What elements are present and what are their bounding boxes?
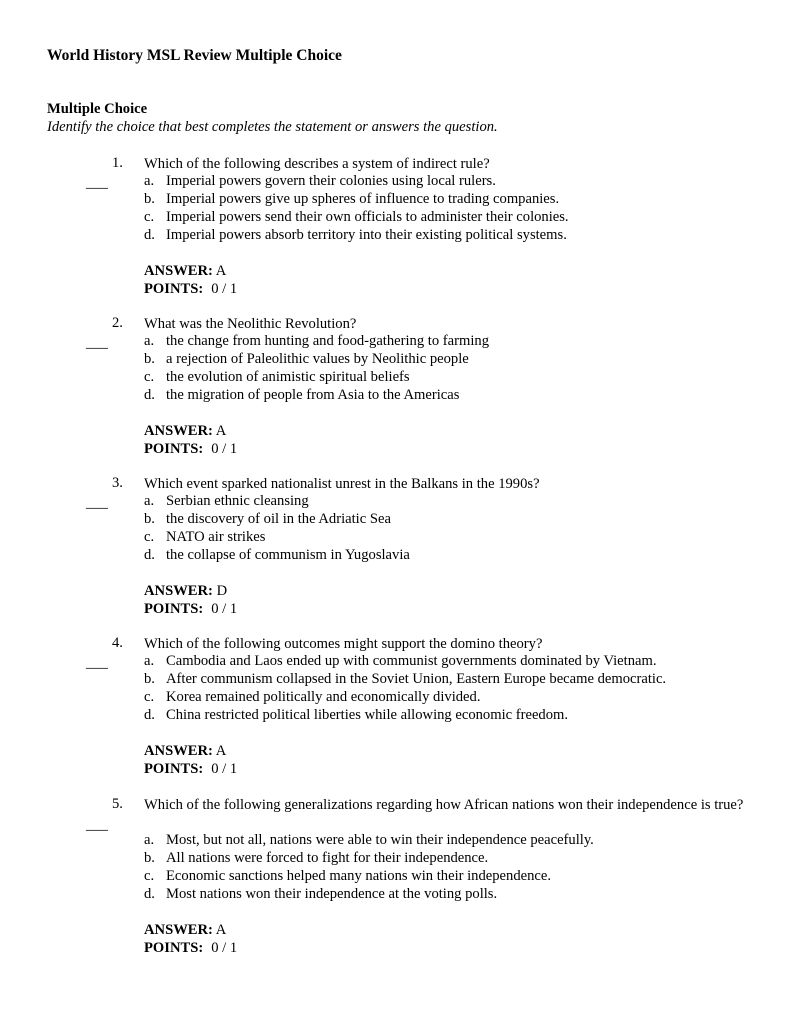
points-label: POINTS: [144, 441, 204, 457]
points-line [144, 601, 237, 618]
choice-letter: d. [144, 387, 155, 403]
choice-letter: d. [144, 886, 155, 902]
points-label: POINTS: [144, 281, 204, 297]
points-line [144, 441, 237, 458]
answer-blank: ___ [86, 335, 108, 351]
choice-letter: b. [144, 850, 155, 866]
answer-label: ANSWER: [144, 583, 213, 599]
question-item [0, 796, 791, 966]
question-number: 3. [112, 475, 123, 491]
points-value: 0 / 1 [211, 281, 238, 297]
question-item [0, 315, 791, 485]
choice-letter: b. [144, 671, 155, 687]
choice-text: Cambodia and Laos ended up with communist governments dominated by Vietnam. [166, 653, 657, 669]
instructions: Identify the choice that best completes the statement or answers the question. [47, 119, 498, 135]
choice-text: Imperial powers absorb territory into their existing political systems. [166, 227, 567, 243]
choice-letter: a. [144, 333, 155, 349]
answer-blank: ___ [86, 175, 108, 191]
choice-text: Economic sanctions helped many nations win their independence. [166, 868, 552, 884]
choice-text: After communism collapsed in the Soviet Union, Eastern Europe became democratic. [166, 671, 667, 687]
choice-letter: b. [144, 351, 155, 367]
answer-blank: ___ [86, 655, 108, 671]
choice-text: the discovery of oil in the Adriatic Sea [166, 511, 391, 527]
question-number: 1. [112, 155, 123, 171]
question-item [0, 155, 791, 325]
choice-letter: c. [144, 689, 155, 705]
answer-line [144, 263, 226, 280]
choice-text: a rejection of Paleolithic values by Neolithic people [166, 351, 469, 367]
choice-letter: d. [144, 227, 155, 243]
choice-letter: c. [144, 868, 155, 884]
question-stem: Which event sparked nationalist unrest in the Balkans in the 1990s? [144, 476, 540, 492]
choice-letter: c. [144, 209, 155, 225]
choice-text: the change from hunting and food-gathering to farming [166, 333, 489, 349]
choice-letter: d. [144, 547, 155, 563]
answer-value: A [215, 263, 227, 279]
question-number: 5. [112, 796, 123, 812]
choice-text: the collapse of communism in Yugoslavia [166, 547, 410, 563]
answer-line [144, 583, 227, 600]
choice-letter: b. [144, 191, 155, 207]
answer-blank: ___ [86, 817, 108, 833]
answer-line [144, 922, 226, 939]
answer-blank: ___ [86, 495, 108, 511]
points-value: 0 / 1 [211, 761, 238, 777]
points-value: 0 / 1 [211, 441, 238, 457]
answer-value: D [216, 583, 228, 599]
answer-line [144, 743, 226, 760]
choice-text: NATO air strikes [166, 529, 266, 545]
answer-label: ANSWER: [144, 423, 213, 439]
choice-text: the migration of people from Asia to the Americas [166, 387, 460, 403]
choice-text: Imperial powers give up spheres of influence to trading companies. [166, 191, 560, 207]
answer-line [144, 423, 226, 440]
choice-text: Imperial powers govern their colonies using local rulers. [166, 173, 496, 189]
choice-text: Serbian ethnic cleansing [166, 493, 309, 509]
answer-label: ANSWER: [144, 743, 213, 759]
points-label: POINTS: [144, 601, 204, 617]
choice-letter: c. [144, 529, 155, 545]
points-label: POINTS: [144, 940, 204, 956]
choice-letter: d. [144, 707, 155, 723]
answer-label: ANSWER: [144, 922, 213, 938]
answer-value: A [215, 922, 227, 938]
answer-value: A [215, 743, 227, 759]
choice-letter: a. [144, 832, 155, 848]
choice-text: China restricted political liberties while allowing economic freedom. [166, 707, 569, 723]
choice-letter: a. [144, 493, 155, 509]
points-label: POINTS: [144, 761, 204, 777]
question-stem: Which of the following describes a system of indirect rule? [144, 156, 490, 172]
choice-text: All nations were forced to fight for their independence. [166, 850, 489, 866]
section-heading: Multiple Choice [47, 101, 148, 117]
choice-text: Imperial powers send their own officials to administer their colonies. [166, 209, 569, 225]
points-line [144, 761, 237, 778]
question-stem: Which of the following generalizations regarding how African nations won their independence is true? [144, 797, 744, 813]
answer-value: A [215, 423, 227, 439]
choice-text: Most nations won their independence at the voting polls. [166, 886, 498, 902]
question-item [0, 635, 791, 805]
choice-text: the evolution of animistic spiritual beliefs [166, 369, 410, 385]
choice-letter: c. [144, 369, 155, 385]
question-number: 4. [112, 635, 123, 651]
question-stem: What was the Neolithic Revolution? [144, 316, 357, 332]
choice-text: Korea remained politically and economically divided. [166, 689, 481, 705]
question-number: 2. [112, 315, 123, 331]
choice-letter: a. [144, 653, 155, 669]
choice-text: Most, but not all, nations were able to win their independence peacefully. [166, 832, 594, 848]
question-item [0, 475, 791, 645]
points-value: 0 / 1 [211, 940, 238, 956]
answer-label: ANSWER: [144, 263, 213, 279]
question-stem: Which of the following outcomes might support the domino theory? [144, 636, 543, 652]
choice-letter: b. [144, 511, 155, 527]
points-line [144, 281, 237, 298]
choice-letter: a. [144, 173, 155, 189]
points-value: 0 / 1 [211, 601, 238, 617]
points-line [144, 940, 237, 957]
document-title: World History MSL Review Multiple Choice [47, 47, 342, 64]
